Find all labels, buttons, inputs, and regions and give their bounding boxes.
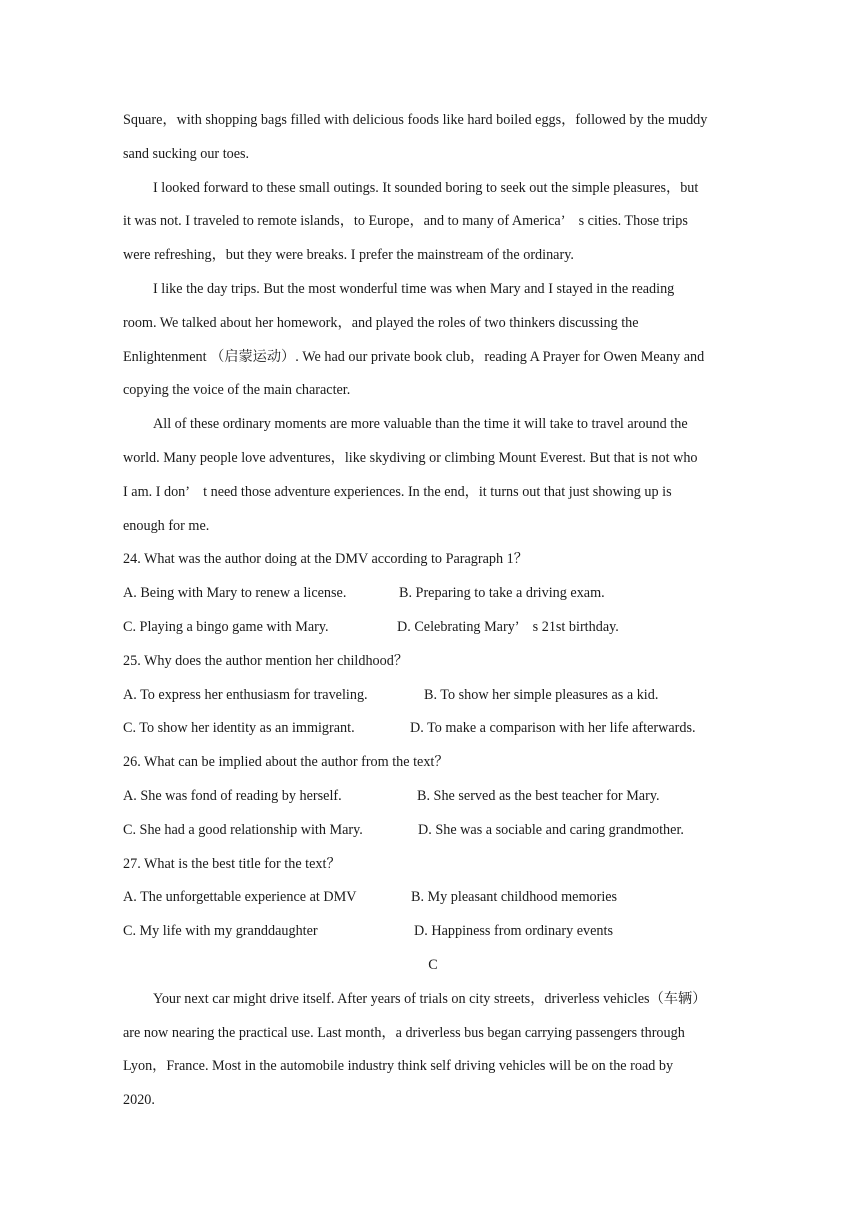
text-line: room. We talked about her homework，and played the roles of two thinkers discussing the — [123, 314, 639, 331]
option-d: D. Celebrating Mary’ s 21st birthday. — [397, 618, 619, 635]
options-row — [123, 679, 743, 713]
option-a: A. The unforgettable experience at DMV — [123, 889, 357, 906]
option-c: C. My life with my granddaughter — [123, 923, 318, 940]
text-line: Square，with shopping bags filled with delicious foods like hard boiled eggs，followed by the muddy — [123, 112, 708, 128]
text-line: sand sucking our toes. — [123, 145, 250, 162]
paragraph-2 — [123, 172, 743, 273]
options-row — [123, 881, 743, 915]
text-line: it was not. I traveled to remote islands，to Europe，and to many of America’ s cities. Those trips — [123, 213, 688, 230]
question-26 — [123, 746, 743, 847]
option-a: A. To express her enthusiasm for traveling. — [123, 686, 368, 703]
text-line: enough for me. — [123, 517, 210, 534]
text-line: were refreshing，but they were breaks. I prefer the mainstream of the ordinary. — [123, 247, 574, 264]
text-line: Your next car might drive itself. After years of trials on city streets，driverless vehicles（车辆） — [153, 990, 707, 1007]
option-a: A. Being with Mary to renew a license. — [123, 585, 347, 602]
text-line: Enlightenment （启蒙运动）. We had our private book club，reading A Prayer for Owen Meany and — [123, 348, 705, 365]
options-row — [123, 577, 743, 611]
option-b: B. To show her simple pleasures as a kid. — [424, 686, 659, 703]
text-line: I looked forward to these small outings. It sounded boring to seek out the simple pleasures，but — [153, 179, 699, 196]
options-row — [123, 814, 743, 848]
question-stem: 26. What can be implied about the author from the text？ — [123, 754, 449, 771]
option-d: D. She was a sociable and caring grandmother. — [418, 821, 684, 838]
options-row — [123, 611, 743, 645]
paragraph-continued — [123, 104, 743, 172]
question-stem: 24. What was the author doing at the DMV according to Paragraph 1？ — [123, 551, 528, 568]
question-27 — [123, 848, 743, 949]
options-row — [123, 915, 743, 949]
question-stem: 25. Why does the author mention her childhood？ — [123, 652, 409, 669]
question-stem: 27. What is the best title for the text？ — [123, 855, 341, 872]
question-25 — [123, 645, 743, 746]
options-row — [123, 780, 743, 814]
option-b: B. My pleasant childhood memories — [411, 889, 618, 906]
option-a: A. She was fond of reading by herself. — [123, 787, 342, 804]
option-b: B. She served as the best teacher for Mary. — [417, 787, 660, 804]
section-c-paragraph-1 — [123, 983, 743, 1118]
text-line: copying the voice of the main character. — [123, 382, 351, 399]
option-d: D. Happiness from ordinary events — [414, 923, 613, 940]
option-d: D. To make a comparison with her life afterwards. — [410, 720, 696, 737]
text-line: 2020. — [123, 1092, 155, 1109]
text-line: I like the day trips. But the most wonderful time was when Mary and I stayed in the reading — [153, 280, 675, 297]
option-b: B. Preparing to take a driving exam. — [399, 585, 605, 602]
question-24 — [123, 543, 743, 644]
text-line: Lyon，France. Most in the automobile industry think self driving vehicles will be on the road by — [123, 1058, 674, 1075]
text-line: All of these ordinary moments are more valuable than the time it will take to travel around the — [153, 416, 688, 433]
option-c: C. To show her identity as an immigrant. — [123, 720, 355, 737]
paragraph-3 — [123, 273, 743, 408]
paragraph-4 — [123, 408, 743, 543]
section-heading: C — [428, 956, 438, 973]
option-c: C. Playing a bingo game with Mary. — [123, 618, 329, 635]
options-row — [123, 712, 743, 746]
option-c: C. She had a good relationship with Mary. — [123, 821, 363, 838]
text-line: I am. I don’ t need those adventure experiences. In the end，it turns out that just showing up is — [123, 483, 672, 500]
text-line: are now nearing the practical use. Last month，a driverless bus began carrying passengers through — [123, 1024, 685, 1041]
document-page — [123, 104, 743, 1118]
text-line: world. Many people love adventures，like skydiving or climbing Mount Everest. But that is not who — [123, 449, 698, 466]
